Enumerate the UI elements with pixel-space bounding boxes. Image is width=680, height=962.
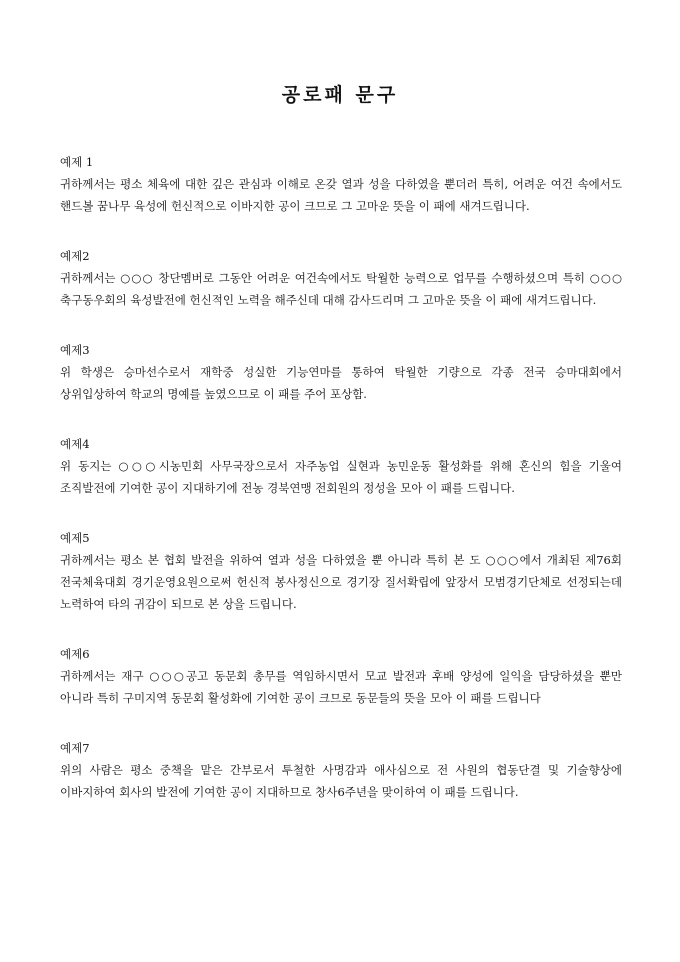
example-text: 귀하께서는 평소 본 협회 발전을 위하여 열과 성을 다하였을 뿐 아니라 특히 본 도 ○○○에서 개최된 제76회 전국체육대회 경기운영요원으로써 헌신적 봉사정신으로 경기장 질서확립에 앞장서 모범경기단체로 선정되는데 노력하여 타의 귀감이 되므로 본 상을 드립니다.: [60, 553, 622, 611]
example-label: 예제5: [60, 531, 90, 545]
example-text: 위 학생은 승마선수로서 재학중 성실한 기능연마를 통하여 탁월한 기량으로 각종 전국 승마대회에서 상위입상하여 학교의 명예를 높였으므로 이 패를 주어 포상함.: [60, 365, 622, 401]
example-7: [60, 737, 622, 803]
example-3: [60, 339, 622, 405]
example-text: 귀하께서는 재구 ○○○공고 동문회 총무를 역임하시면서 모교 발전과 후배 양성에 일익을 담당하셨을 뿐만 아니라 특히 구미지역 동문회 활성화에 기여한 공이 크므로 동문들의 뜻을 모아 이 패를 드립니다: [60, 669, 622, 705]
document-title: 공로패 문구: [281, 84, 399, 106]
example-6: [60, 643, 622, 709]
example-text: 귀하께서는 ○○○ 창단멤버로 그동안 어려운 여건속에서도 탁월한 능력으로 업무를 수행하셨으며 특히 ○○○축구동우회의 육성발전에 헌신적인 노력을 해주신데 대해 감사드리며 그 고마운 뜻을 이 패에 새겨드립니다.: [60, 271, 622, 307]
example-label: 예제7: [60, 741, 90, 755]
example-5: [60, 527, 622, 615]
example-2: [60, 245, 622, 311]
example-text: 귀하께서는 평소 체육에 대한 깊은 관심과 이해로 온갖 열과 성을 다하였을 뿐더러 특히, 어려운 여건 속에서도 핸드볼 꿈나무 육성에 헌신적으로 이바지한 공이 크므로 그 고마운 뜻을 이 패에 새겨드립니다.: [60, 177, 622, 213]
example-text: 위 동지는 ○○○시농민회 사무국장으로서 자주농업 실현과 농민운동 활성화를 위해 혼신의 힘을 기울여 조직발전에 기여한 공이 지대하기에 전농 경북연맹 전회원의 정성을 모아 이 패를 드립니다.: [60, 459, 622, 495]
example-label: 예제4: [60, 437, 90, 451]
example-1: [60, 151, 622, 217]
example-label: 예제 1: [60, 155, 94, 169]
examples-list: [60, 151, 622, 831]
example-label: 예제6: [60, 647, 90, 661]
example-label: 예제2: [60, 249, 90, 263]
example-text: 위의 사람은 평소 중책을 맡은 간부로서 투철한 사명감과 애사심으로 전 사원의 협동단결 및 기술향상에 이바지하여 회사의 발전에 기여한 공이 지대하므로 창사6주년을 맞이하여 이 패를 드립니다.: [60, 763, 622, 799]
example-4: [60, 433, 622, 499]
example-label: 예제3: [60, 343, 90, 357]
